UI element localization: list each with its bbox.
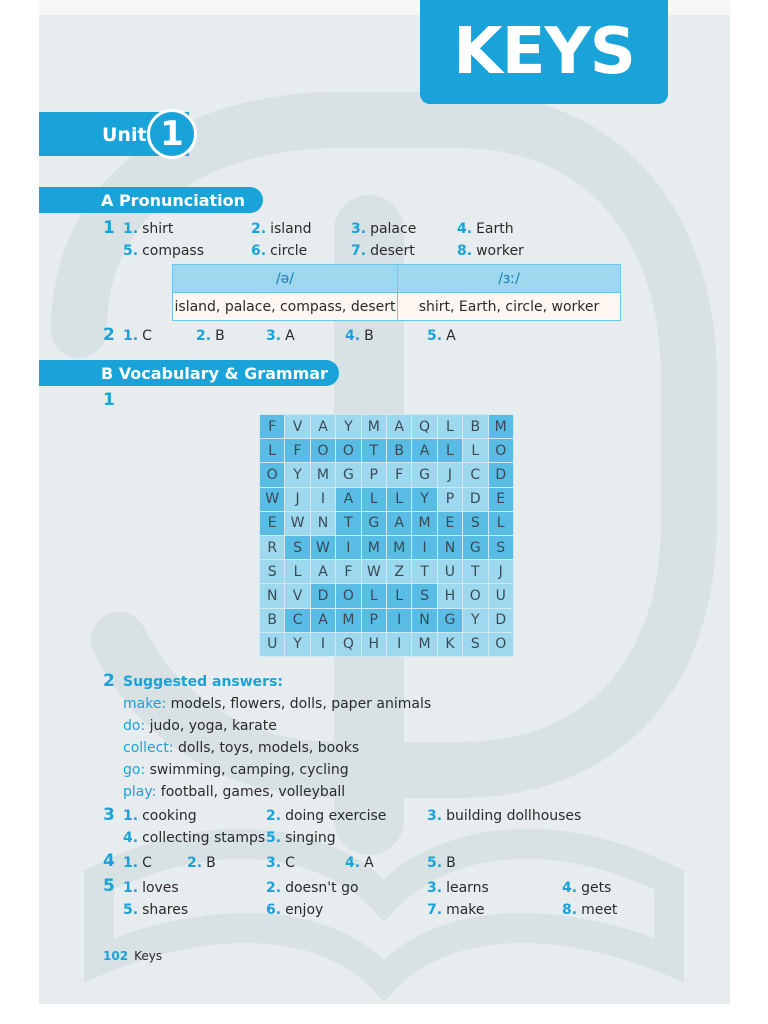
answer-item: 2. island [251, 221, 312, 237]
grid-cell: Q [336, 632, 361, 656]
grid-cell: I [412, 535, 437, 559]
grid-cell: F [336, 560, 361, 584]
grid-cell: V [285, 415, 310, 439]
answer-item: 4. A [345, 855, 374, 871]
grid-cell: Z [386, 560, 411, 584]
answer-item: 1. loves [123, 880, 179, 896]
grid-cell: Y [463, 608, 488, 632]
unit-label: Unit [102, 124, 147, 146]
grid-cell: M [361, 535, 386, 559]
grid-cell: W [285, 511, 310, 535]
answer-item: 3. A [266, 328, 295, 344]
grid-cell: K [437, 632, 462, 656]
grid-cell: C [285, 608, 310, 632]
grid-cell: F [285, 439, 310, 463]
grid-cell: D [310, 584, 335, 608]
grid-cell: O [336, 584, 361, 608]
grid-row [260, 487, 514, 511]
grid-cell: N [412, 608, 437, 632]
exercise-number: 1 [103, 390, 115, 410]
table-header: /ə/ [173, 265, 398, 293]
grid-cell: I [310, 632, 335, 656]
pronunciation-table [172, 264, 621, 321]
grid-row [260, 632, 514, 656]
unit-number: 1 [147, 109, 197, 159]
answer-item: 2. doing exercise [266, 808, 387, 824]
grid-cell: N [437, 535, 462, 559]
grid-cell: F [386, 463, 411, 487]
grid-cell: O [260, 463, 285, 487]
grid-cell: P [361, 608, 386, 632]
grid-cell: S [488, 535, 513, 559]
grid-cell: B [386, 439, 411, 463]
grid-cell: I [386, 632, 411, 656]
grid-cell: E [437, 511, 462, 535]
page [39, 0, 730, 1004]
grid-cell: M [310, 463, 335, 487]
answer-item: 1. shirt [123, 221, 174, 237]
grid-cell: L [361, 584, 386, 608]
grid-cell: L [386, 487, 411, 511]
page-number: 102 [103, 949, 129, 963]
answer-item: 1. C [123, 328, 152, 344]
grid-cell: L [260, 439, 285, 463]
answer-item: 2. doesn't go [266, 880, 359, 896]
answer-item: 4. Earth [457, 221, 514, 237]
grid-cell: D [488, 463, 513, 487]
grid-cell: Y [285, 463, 310, 487]
grid-cell: B [260, 608, 285, 632]
answer-line: collect: dolls, toys, models, books [123, 740, 360, 756]
grid-cell: N [260, 584, 285, 608]
grid-cell: A [386, 511, 411, 535]
grid-cell: J [437, 463, 462, 487]
grid-cell: A [412, 439, 437, 463]
grid-cell: M [336, 608, 361, 632]
section-b-header: B Vocabulary & Grammar [39, 360, 339, 386]
answer-item: 6. circle [251, 243, 308, 259]
grid-cell: J [285, 487, 310, 511]
grid-cell: Y [336, 415, 361, 439]
grid-cell: U [260, 632, 285, 656]
section-a-header: A Pronunciation [39, 187, 263, 213]
grid-cell: D [463, 487, 488, 511]
table-cell: shirt, Earth, circle, worker [398, 293, 621, 321]
answer-item: 1. C [123, 855, 152, 871]
grid-cell: A [310, 608, 335, 632]
suggested-answers-title: Suggested answers: [123, 674, 284, 690]
answer-item: 3. learns [427, 880, 489, 896]
grid-cell: G [361, 511, 386, 535]
grid-cell: L [361, 487, 386, 511]
answer-item: 6. enjoy [266, 902, 324, 918]
grid-cell: I [310, 487, 335, 511]
answer-item: 5. shares [123, 902, 189, 918]
page-footer [103, 949, 162, 963]
grid-cell: M [361, 415, 386, 439]
grid-cell: O [463, 584, 488, 608]
grid-cell: U [437, 560, 462, 584]
grid-row [260, 535, 514, 559]
exercise-number: 4 [103, 851, 115, 871]
answer-item: 2. B [196, 328, 225, 344]
grid-cell: E [260, 511, 285, 535]
grid-cell: U [488, 584, 513, 608]
grid-cell: S [285, 535, 310, 559]
exercise-number: 1 [103, 218, 115, 238]
answer-item: 7. make [427, 902, 485, 918]
grid-cell: T [361, 439, 386, 463]
grid-row [260, 463, 514, 487]
grid-cell: Y [285, 632, 310, 656]
grid-cell: G [463, 535, 488, 559]
grid-cell: B [463, 415, 488, 439]
grid-cell: O [336, 439, 361, 463]
grid-cell: G [412, 463, 437, 487]
answer-item: 5. singing [266, 830, 336, 846]
grid-cell: Y [412, 487, 437, 511]
answer-item: 4. B [345, 328, 374, 344]
answer-line: play: football, games, volleyball [123, 784, 346, 800]
answer-item: 5. compass [123, 243, 205, 259]
grid-cell: A [336, 487, 361, 511]
grid-cell: T [463, 560, 488, 584]
grid-cell: O [488, 439, 513, 463]
grid-row [260, 415, 514, 439]
grid-cell: V [285, 584, 310, 608]
grid-cell: J [488, 560, 513, 584]
grid-cell: T [412, 560, 437, 584]
answer-line: make: models, flowers, dolls, paper animals [123, 696, 432, 712]
grid-cell: W [260, 487, 285, 511]
grid-cell: M [412, 632, 437, 656]
answer-item: 3. C [266, 855, 295, 871]
grid-row [260, 608, 514, 632]
grid-cell: P [361, 463, 386, 487]
exercise-number: 5 [103, 876, 115, 896]
grid-cell: O [488, 632, 513, 656]
grid-cell: L [386, 584, 411, 608]
grid-cell: M [488, 415, 513, 439]
answer-item: 4. gets [562, 880, 612, 896]
grid-cell: W [361, 560, 386, 584]
exercise-number: 3 [103, 805, 115, 825]
grid-cell: G [437, 608, 462, 632]
word-search-grid [259, 414, 514, 657]
grid-cell: L [488, 511, 513, 535]
grid-cell: A [310, 560, 335, 584]
exercise-number: 2 [103, 671, 115, 691]
grid-cell: E [488, 487, 513, 511]
grid-cell: F [260, 415, 285, 439]
grid-cell: I [386, 608, 411, 632]
grid-cell: D [488, 608, 513, 632]
answer-item: 5. B [427, 855, 456, 871]
answer-item: 2. B [187, 855, 216, 871]
answer-line: go: swimming, camping, cycling [123, 762, 349, 778]
grid-cell: S [463, 632, 488, 656]
grid-cell: M [386, 535, 411, 559]
grid-cell: C [463, 463, 488, 487]
grid-cell: S [412, 584, 437, 608]
grid-cell: H [437, 584, 462, 608]
grid-cell: R [260, 535, 285, 559]
grid-cell: G [336, 463, 361, 487]
grid-cell: L [463, 439, 488, 463]
grid-row [260, 560, 514, 584]
grid-cell: S [463, 511, 488, 535]
grid-row [260, 439, 514, 463]
grid-cell: L [437, 439, 462, 463]
exercise-number: 2 [103, 325, 115, 345]
answer-item: 1. cooking [123, 808, 197, 824]
grid-cell: A [310, 415, 335, 439]
answer-item: 8. worker [457, 243, 524, 259]
footer-label: Keys [134, 949, 163, 963]
table-cell: island, palace, compass, desert [173, 293, 398, 321]
answer-item: 3. palace [351, 221, 417, 237]
answer-item: 5. A [427, 328, 456, 344]
grid-cell: N [310, 511, 335, 535]
answer-item: 7. desert [351, 243, 415, 259]
grid-cell: I [336, 535, 361, 559]
table-header: /ɜː/ [398, 265, 621, 293]
grid-cell: L [437, 415, 462, 439]
grid-cell: M [412, 511, 437, 535]
grid-cell: H [361, 632, 386, 656]
grid-cell: A [386, 415, 411, 439]
answer-item: 4. collecting stamps [123, 830, 266, 846]
grid-cell: P [437, 487, 462, 511]
answer-item: 3. building dollhouses [427, 808, 582, 824]
grid-cell: S [260, 560, 285, 584]
grid-cell: Q [412, 415, 437, 439]
answer-line: do: judo, yoga, karate [123, 718, 277, 734]
keys-title: KEYS [420, 0, 668, 104]
grid-row [260, 584, 514, 608]
grid-row [260, 511, 514, 535]
grid-cell: W [310, 535, 335, 559]
grid-cell: T [336, 511, 361, 535]
answer-item: 8. meet [562, 902, 618, 918]
grid-cell: O [310, 439, 335, 463]
grid-cell: L [285, 560, 310, 584]
